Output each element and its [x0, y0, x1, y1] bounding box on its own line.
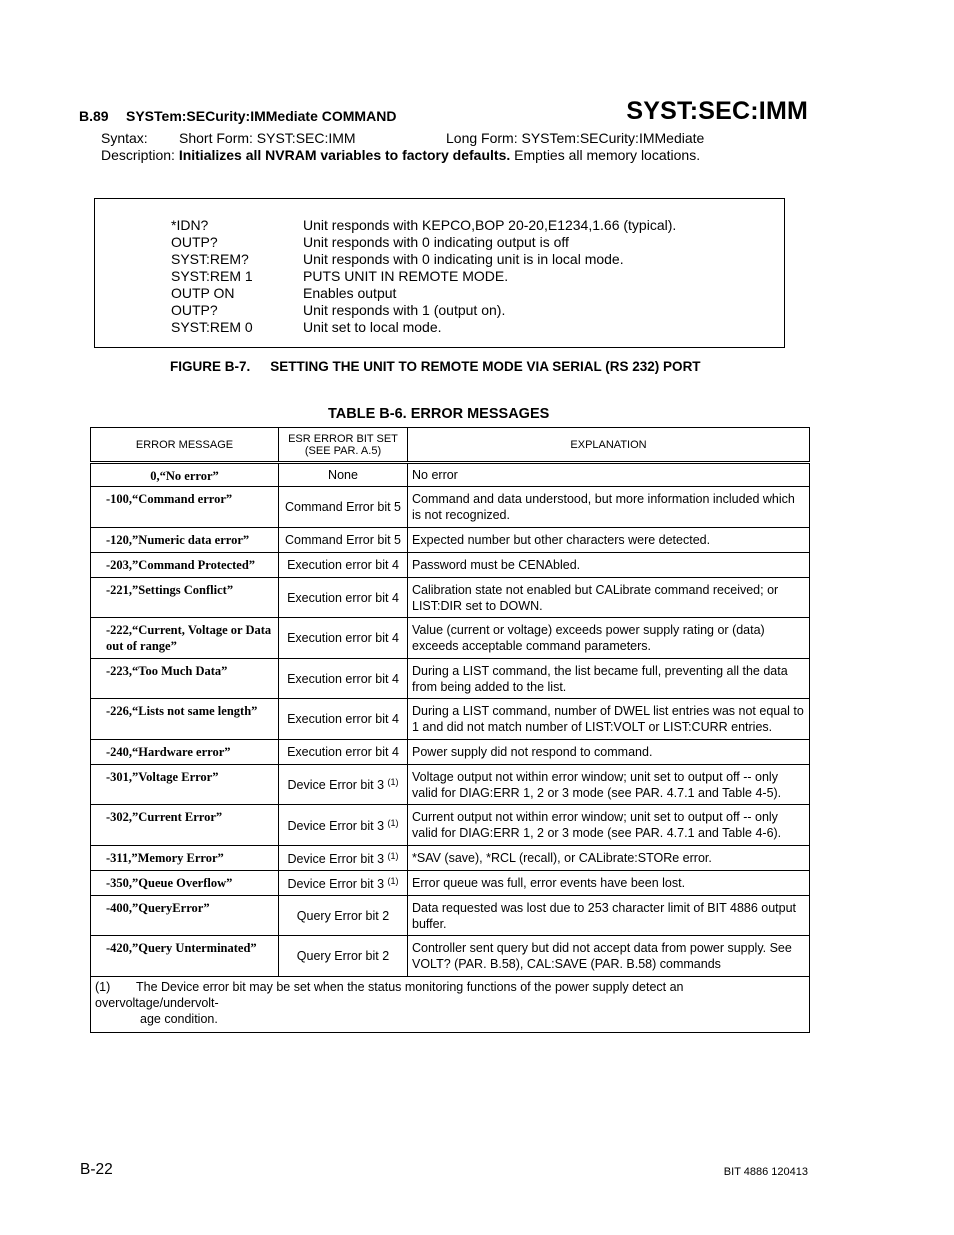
example-response: PUTS UNIT IN REMOTE MODE. [303, 268, 509, 284]
table-row [91, 487, 810, 528]
example-command: SYST:REM 0 [171, 319, 253, 335]
esr-bit-text: Command Error bit 5 [284, 533, 401, 547]
esr-bit-text: None [328, 468, 358, 482]
table-row [91, 936, 810, 977]
esr-bit-cell [279, 846, 408, 871]
example-command: SYST:REM? [171, 251, 249, 267]
esr-bit-cell [279, 618, 408, 659]
header-error-message: ERROR MESSAGE [91, 428, 279, 463]
table-footnote [91, 977, 810, 1033]
explanation-cell: Controller sent query but did not accept data from power supply. See VOLT? (PAR. B.58), CAL:SAVE (PAR. B.58) commands [408, 936, 810, 977]
example-line [171, 302, 505, 318]
error-message-cell: -420,”Query Unterminated” [91, 936, 279, 977]
syntax-label: Syntax: [101, 130, 148, 146]
example-line [171, 319, 442, 335]
example-command: OUTP? [171, 302, 218, 318]
explanation-cell: During a LIST command, number of DWEL list entries was not equal to 1 and did not match number of LIST:VOLT or LIST:CURR entries. [408, 699, 810, 740]
example-line [171, 251, 624, 267]
example-line [171, 217, 676, 233]
table-row [91, 896, 810, 936]
example-command: *IDN? [171, 217, 209, 233]
page-title: SYST:SEC:IMM [626, 97, 808, 125]
esr-bit-text: Device Error bit 3 [287, 851, 388, 866]
esr-bit-cell [279, 553, 408, 578]
figure-label: FIGURE B-7. [170, 359, 251, 374]
example-command: OUTP? [171, 234, 218, 250]
explanation-cell: Password must be CENAbled. [408, 553, 810, 578]
explanation-cell: Data requested was lost due to 253 character limit of BIT 4886 output buffer. [408, 896, 810, 936]
description-line [101, 147, 700, 163]
error-message-cell: -400,”QueryError” [91, 896, 279, 936]
footnote-ref: (1) [387, 777, 399, 787]
esr-bit-text: Execution error bit 4 [287, 745, 399, 759]
section-title: SYSTem:SECurity:IMMediate COMMAND [126, 108, 397, 124]
explanation-cell: Voltage output not within error window; unit set to output off -- only valid for DIAG:ERR 1, 2 or 3 mode (see PAR. 4.7.1 and Table 4-5). [408, 765, 810, 805]
esr-bit-text: Command Error bit 5 [284, 500, 401, 514]
table-row [91, 846, 810, 871]
error-message-cell: -301,”Voltage Error” [91, 765, 279, 805]
esr-bit-text: Device Error bit 3 [287, 818, 388, 833]
error-messages-table [90, 427, 810, 1033]
table-row [91, 463, 810, 487]
error-message-cell: -302,”Current Error” [91, 805, 279, 846]
short-form: Short Form: SYST:SEC:IMM [179, 130, 356, 146]
table-row [91, 740, 810, 765]
explanation-cell: During a LIST command, the list became full, preventing all the data from being added to the list. [408, 659, 810, 699]
esr-bit-text: Execution error bit 4 [287, 671, 399, 686]
footnote-mark: (1) [95, 980, 111, 994]
esr-bit-text: Device Error bit 3 [287, 876, 388, 891]
example-command: SYST:REM 1 [171, 268, 253, 284]
esr-bit-text: Device Error bit 3 [287, 778, 388, 792]
explanation-cell: Command and data understood, but more information included which is not recognized. [408, 487, 810, 528]
esr-bit-cell [279, 463, 408, 487]
figure-caption-text: SETTING THE UNIT TO REMOTE MODE VIA SERIAL (RS 232) PORT [270, 359, 701, 374]
example-line [171, 234, 569, 250]
esr-bit-cell [279, 896, 408, 936]
error-message-cell: -226,“Lists not same length” [91, 699, 279, 740]
footnote-line-2: age condition. [140, 1012, 218, 1026]
esr-bit-text: Query Error bit 2 [296, 908, 390, 923]
table-header-row [91, 428, 810, 463]
table-row [91, 553, 810, 578]
error-message-cell: -221,”Settings Conflict” [91, 578, 279, 618]
error-message-cell: -240,“Hardware error” [91, 740, 279, 765]
example-line [171, 268, 508, 284]
document-id: BIT 4886 120413 [723, 1166, 808, 1178]
table-footnote-row [91, 977, 810, 1033]
explanation-cell: Expected number but other characters were detected. [408, 528, 810, 553]
error-message-cell: -222,“Current, Voltage or Data out of range” [91, 618, 279, 659]
description-bold: Initializes all NVRAM variables to factory defaults. [178, 147, 511, 163]
example-box [94, 198, 785, 348]
esr-bit-cell [279, 936, 408, 977]
error-message-cell: -223,“Too Much Data” [91, 659, 279, 699]
example-line [171, 285, 396, 301]
example-response: Unit responds with 1 (output on). [303, 302, 506, 318]
esr-bit-text: Execution error bit 4 [287, 558, 399, 572]
table-row [91, 871, 810, 896]
esr-bit-cell [279, 659, 408, 699]
explanation-cell: No error [408, 463, 810, 487]
explanation-cell: Calibration state not enabled but CALibrate command received; or LIST:DIR set to DOWN. [408, 578, 810, 618]
error-message-cell: -350,”Queue Overflow” [91, 871, 279, 896]
table-row [91, 578, 810, 618]
section-number: B.89 [79, 108, 109, 124]
esr-bit-cell [279, 699, 408, 740]
explanation-cell: Current output not within error window; unit set to output off -- only valid for DIAG:ERR 1, 2 or 3 mode (see PAR. 4.7.1 and Table 4-6). [408, 805, 810, 846]
esr-bit-cell [279, 871, 408, 896]
example-response: Unit responds with 0 indicating output is off [303, 234, 569, 250]
syntax-line [101, 130, 704, 146]
example-response: Unit responds with KEPCO,BOP 20-20,E1234,1.66 (typical). [303, 217, 677, 233]
error-message-cell: -100,“Command error” [91, 487, 279, 528]
header-esr-bit-line2: (SEE PAR. A.5) [304, 444, 382, 457]
table-row [91, 659, 810, 699]
figure-caption [170, 359, 701, 374]
description-label: Description: [101, 147, 175, 163]
example-command: OUTP ON [171, 285, 235, 301]
esr-bit-text: Execution error bit 4 [287, 631, 399, 645]
explanation-cell: Value (current or voltage) exceeds power supply rating or (data) exceeds acceptable command parameters. [408, 618, 810, 659]
table-title: TABLE B-6. ERROR MESSAGES [328, 406, 550, 422]
explanation-cell: *SAV (save), *RCL (recall), or CALibrate:STORe error. [408, 846, 810, 871]
table-row [91, 618, 810, 659]
explanation-cell: Error queue was full, error events have been lost. [408, 871, 810, 896]
esr-bit-cell [279, 487, 408, 528]
section-heading [79, 108, 396, 124]
esr-bit-text: Execution error bit 4 [287, 712, 399, 726]
esr-bit-cell [279, 765, 408, 805]
error-message-cell: -120,”Numeric data error” [91, 528, 279, 553]
esr-bit-text: Query Error bit 2 [296, 949, 390, 963]
table-row [91, 765, 810, 805]
table-row [91, 805, 810, 846]
example-response: Unit set to local mode. [303, 319, 442, 335]
error-message-cell: -311,”Memory Error” [91, 846, 279, 871]
esr-bit-cell [279, 740, 408, 765]
example-response: Unit responds with 0 indicating unit is in local mode. [303, 251, 624, 267]
long-form: Long Form: SYSTem:SECurity:IMMediate [446, 130, 705, 146]
esr-bit-cell [279, 578, 408, 618]
esr-bit-text: Execution error bit 4 [287, 590, 399, 605]
header-esr-bit-line1: ESR ERROR BIT SET [288, 432, 398, 445]
footnote-ref: (1) [387, 875, 399, 886]
page-number: B-22 [80, 1161, 113, 1178]
description-text: Empties all memory locations. [510, 147, 701, 163]
footnote-line-1 [95, 979, 805, 1011]
header-explanation: EXPLANATION [408, 428, 810, 463]
error-message-cell: 0,“No error” [91, 463, 279, 487]
example-response: Enables output [303, 285, 397, 301]
footnote-ref: (1) [387, 850, 399, 861]
table-row [91, 699, 810, 740]
footnote-ref: (1) [387, 817, 399, 828]
esr-bit-cell [279, 805, 408, 846]
esr-bit-cell [279, 528, 408, 553]
footnote-text-1: The Device error bit may be set when the status monitoring functions of the power supply detect an overvoltage/undervolt- [95, 980, 684, 1010]
header-esr-bit [279, 428, 408, 463]
table-row [91, 528, 810, 553]
explanation-cell: Power supply did not respond to command. [408, 740, 810, 765]
error-message-cell: -203,”Command Protected” [91, 553, 279, 578]
